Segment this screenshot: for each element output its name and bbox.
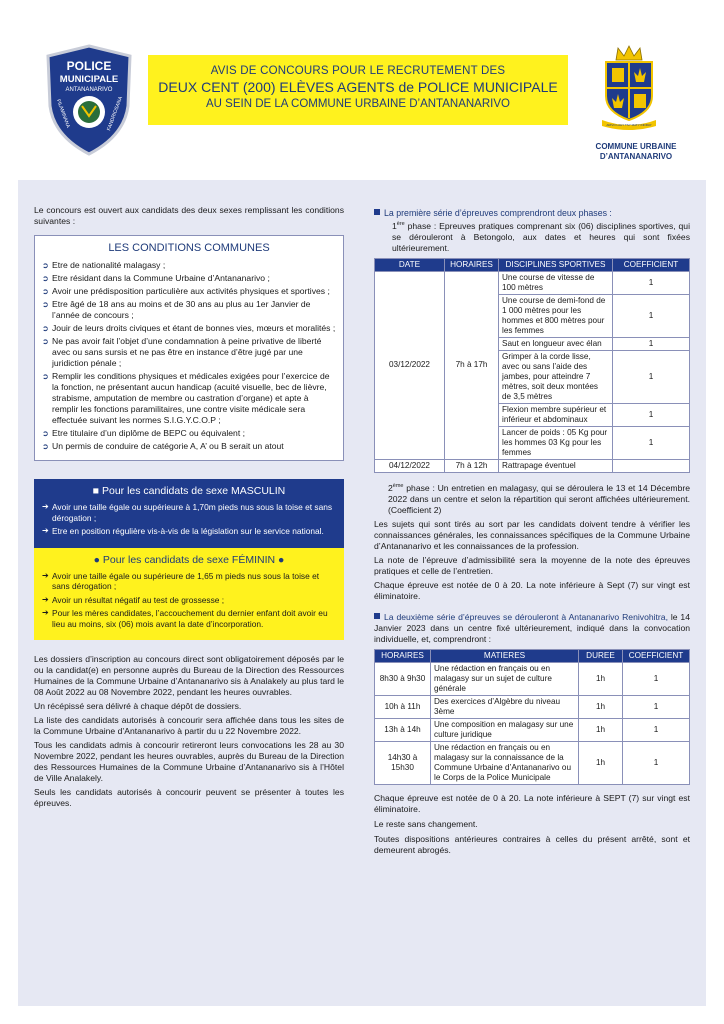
- paragraph: Tous les candidats admis à concourir retireront leurs convocations les 28 au 30 Novembre 2022, pendant les heures ouvrables, auprès du Bureau de la Direction des Ressources Humaines de la Commune Urbaine d’Antananarivo sis à l’Hôtel de Ville Analakely.: [34, 740, 344, 783]
- serie1-heading: La première série d’épreuves comprendront deux phases :: [374, 208, 690, 219]
- discipline-cell: Une course de demi-fond de 1 000 mètres pour les hommes et 800 mètres pour les femmes: [499, 294, 613, 337]
- table-header: DISCIPLINES SPORTIVES: [499, 258, 613, 271]
- arrow-icon: ➲: [42, 337, 49, 346]
- title-line1: AVIS DE CONCOURS POUR LE RECRUTEMENT DES: [210, 65, 506, 77]
- feminine-item: ➔ Pour les mères candidates, l’accouchement du dernier enfant doit avoir eu lieu au moins, six (06) mois avant la date d’incorporation.: [42, 608, 328, 629]
- arrow-icon: ➲: [42, 274, 49, 283]
- intro-text: Le concours est ouvert aux candidats des deux sexes remplissant les conditions suivantes :: [34, 205, 344, 226]
- time-cell: 13h à 14h: [375, 718, 431, 741]
- paragraph: La liste des candidats autorisés à concourir sera affichée dans tous les sites de la Commune Urbaine d’Antananarivo à partir du u 22 Novembre 2022.: [34, 715, 344, 736]
- exams-table: [374, 649, 690, 785]
- discipline-cell: Lancer de poids : 05 Kg pour les hommes 03 Kg pour les femmes: [499, 426, 613, 459]
- arrow-right-icon: ➔: [42, 608, 49, 617]
- table-row: [375, 662, 690, 695]
- table-header: DUREE: [579, 649, 623, 662]
- coef-cell: 1: [613, 350, 690, 403]
- time-cell: 10h à 11h: [375, 695, 431, 718]
- arrow-right-icon: ➔: [42, 502, 49, 511]
- arrow-icon: ➲: [42, 442, 49, 451]
- header: [0, 0, 724, 175]
- common-conditions-box: [34, 235, 344, 461]
- paragraph: Chaque épreuve est notée de 0 à 20. La note inférieure à Sept (7) sur vingt est éliminatoire.: [374, 579, 690, 601]
- table-header: DATE: [375, 258, 445, 271]
- title-line3: AU SEIN DE LA COMMUNE URBAINE D’ANTANANARIVO: [206, 98, 510, 110]
- date-cell: 03/12/2022: [375, 271, 445, 459]
- police-municipale-logo: [44, 44, 134, 156]
- city-name-line1: COMMUNE URBAINE: [595, 142, 677, 151]
- arrow-icon: ➲: [42, 429, 49, 438]
- sports-table: [374, 258, 690, 473]
- feminine-box: [34, 548, 344, 641]
- table-header: HORAIRES: [445, 258, 499, 271]
- subject-cell: Des exercices d’Algèbre du niveau 3ème: [431, 695, 579, 718]
- arrow-right-icon: ➔: [42, 594, 49, 604]
- arrow-icon: ➲: [42, 261, 49, 270]
- serie2-heading: La deuxième série d’épreuves se dérouleront à Antananarivo Renivohitra, le 14 Janvier 2023 dans un centre fixé ultérieurement, indiqué dans la convocation individuelle, et, comprendront :: [374, 611, 690, 644]
- police-logo-line1: POLICE: [66, 59, 112, 73]
- coef-cell: 1: [613, 426, 690, 459]
- coef-cell: [613, 459, 690, 472]
- arrow-icon: ➲: [42, 287, 49, 296]
- time-cell: 14h30 à 15h30: [375, 741, 431, 784]
- coef-cell: 1: [613, 403, 690, 426]
- table-row: [375, 695, 690, 718]
- right-column: [374, 208, 690, 856]
- paragraph: La note de l’épreuve d’admissibilité sera la moyenne de la note des épreuves pratiques et celle de l’entretien.: [374, 554, 690, 576]
- arrow-right-icon: ➔: [42, 526, 49, 535]
- duration-cell: 1h: [579, 718, 623, 741]
- time-cell: 7h à 17h: [445, 271, 499, 459]
- arrow-icon: ➲: [42, 300, 49, 309]
- time-cell: 8h30 à 9h30: [375, 662, 431, 695]
- police-logo-line3: ANTANANARIVO: [65, 87, 113, 93]
- feminine-item: ➔ Avoir une taille égale ou supérieure de 1,65 m pieds nus sous la toise et sans dérogation ;: [42, 570, 320, 591]
- coef-cell: 1: [613, 294, 690, 337]
- masculine-title: ■ Pour les candidats de sexe MASCULIN: [92, 485, 286, 497]
- table-header: COEFFICIENT: [613, 258, 690, 271]
- arrow-right-icon: ➔: [42, 570, 49, 580]
- coef-cell: 1: [613, 337, 690, 350]
- condition-item: ➲ Etre titulaire d’un diplôme de BEPC ou équivalent ;: [42, 428, 245, 438]
- discipline-cell: Une course de vitesse de 100 mètres: [499, 271, 613, 294]
- police-logo-line2: MUNICIPALE: [59, 74, 119, 85]
- paragraph: Seuls les candidats autorisés à concourir peuvent se présenter à toutes les épreuves.: [34, 787, 344, 808]
- paragraph: Chaque épreuve est notée de 0 à 20. La note inférieure à SEPT (7) sur vingt est éliminatoire.: [374, 792, 690, 814]
- masculine-box: [34, 479, 344, 548]
- arrow-icon: ➲: [42, 324, 49, 333]
- registration-info: [34, 654, 344, 809]
- arrow-icon: ➲: [42, 372, 49, 381]
- discipline-cell: Rattrapage éventuel: [499, 459, 613, 472]
- discipline-cell: Saut en longueur avec élan: [499, 337, 613, 350]
- phase2-text: 2ème phase : Un entretien en malagasy, qui se déroulera le 13 et 14 Décembre 2022 dans un centre et selon la répartition qui seront affichées ultérieurement. (Coefficient 2): [388, 482, 691, 515]
- city-name: [586, 142, 686, 162]
- condition-item: ➲ Remplir les conditions physiques et médicales exigées pour l’exercice de la fonction, ne présentant aucun handicap (acuité visuelle, bec de lièvre, strabisme, amputation de membre ou castration d’organe) et apte à remplir les fonctions paramilitaires, une contre visite médicale sera effectuée suivant les normes S.I.G.Y.C.O.P ;: [42, 371, 330, 425]
- subject-cell: Une rédaction en français ou en malagasy sur la connaissance de la Commune Urbaine d’Antananarivo ou le Corps de la Police Municipale: [431, 741, 579, 784]
- table-header: HORAIRES: [375, 649, 431, 662]
- paragraph: Toutes dispositions antérieures contraires à celles du présent arrêté, sont et demeurent abrogés.: [374, 833, 690, 855]
- condition-item: ➲ Jouir de leurs droits civiques et étant de bonnes vies, mœurs et moralités ;: [42, 323, 336, 333]
- feminine-title: ● Pour les candidats de sexe FÉMININ ●: [93, 553, 285, 566]
- coef-cell: 1: [623, 718, 690, 741]
- paragraph: Le reste sans changement.: [374, 818, 478, 829]
- city-name-line2: D’ANTANANARIVO: [599, 152, 673, 161]
- table-row: [375, 459, 690, 472]
- masculine-item: ➔ Avoir une taille égale ou supérieure à 1,70m pieds nus sous la toise et sans dérogation ;: [42, 502, 333, 523]
- phase1-text: 1ère phase : Epreuves pratiques comprenant six (06) disciplines sportives, qui se dérouleront à Betongolo, aux dates et heures qui sont fixées ultérieurement.: [392, 220, 690, 253]
- duration-cell: 1h: [579, 741, 623, 784]
- table-header: MATIERES: [431, 649, 579, 662]
- subject-cell: Une rédaction en français ou en malagasy sur un sujet de culture générale: [431, 662, 579, 695]
- title-line2: DEUX CENT (200) ELÈVES AGENTS de POLICE MUNICIPALE: [158, 79, 558, 95]
- feminine-item: ➔ Avoir un résultat négatif au test de grossesse ;: [42, 594, 225, 605]
- duration-cell: 1h: [579, 662, 623, 695]
- coef-cell: 1: [623, 662, 690, 695]
- paragraph: Les dossiers d’inscription au concours direct sont obligatoirement déposés par le ou la candidat(e) en personne auprès du Bureau de la Direction des Ressources Humaines de la Commune Urbaine d’Antananarivo sis à Analakely au plus tard le 08 Août 2022 au 08 Novembre 2022, pendant les heures ouvrables.: [34, 654, 344, 697]
- square-bullet-icon: [374, 209, 380, 215]
- table-header: COEFFICIENT: [623, 649, 690, 662]
- paragraph: Un récépissé sera délivré à chaque dépôt de dossiers.: [34, 701, 242, 711]
- coef-cell: 1: [623, 695, 690, 718]
- coef-cell: 1: [623, 741, 690, 784]
- coef-cell: 1: [613, 271, 690, 294]
- left-column: [34, 205, 344, 812]
- discipline-cell: Flexion membre supérieur et inférieur et abdominaux: [499, 403, 613, 426]
- condition-item: ➲ Ne pas avoir fait l’objet d’une condamnation à peine privative de liberté avec ou sans sursis et ne pas être en instance d’être jugé par une juridiction pénale ;: [42, 336, 322, 368]
- city-coat-of-arms: [598, 44, 660, 130]
- title-box: [148, 55, 568, 125]
- condition-item: ➲ Un permis de conduire de catégorie A, A’ ou B serait un atout: [42, 441, 284, 451]
- subject-cell: Une composition en malagasy sur une culture juridique: [431, 718, 579, 741]
- table-row: [375, 718, 690, 741]
- table-row: [375, 741, 690, 784]
- paragraph: Les sujets qui sont tirés au sort par les candidats doivent tendre à vérifier les connaissances générales, les connaissances spécifiques de la Commune Urbaine d’Antananarivo et les connaissances de la profession.: [374, 518, 690, 551]
- masculine-item: ➔ Etre en position régulière vis-à-vis de la législation sur le service national.: [42, 526, 324, 536]
- duration-cell: 1h: [579, 695, 623, 718]
- police-logo-right-motto: FANDRIOSANA: [106, 95, 125, 132]
- date-cell: 04/12/2022: [375, 459, 445, 472]
- table-row: [375, 271, 690, 294]
- city-motto: ARIVO LAHY TSY MATY INDRAY: [606, 123, 652, 127]
- common-conditions-title: LES CONDITIONS COMMUNES: [108, 242, 270, 254]
- discipline-cell: Grimper à la corde lisse, avec ou sans l’aide des jambes, pour atteindre 7 mètres, soit deux montées de 3,5 mètres: [499, 350, 613, 403]
- condition-item: ➲ Avoir une prédisposition particulière aux activités physiques et sportives ;: [42, 286, 330, 296]
- condition-item: ➲ Etre de nationalité malagasy ;: [42, 260, 166, 270]
- square-bullet-icon: [374, 613, 380, 619]
- time-cell: 7h à 12h: [445, 459, 499, 472]
- condition-item: ➲ Etre résidant dans la Commune Urbaine d’Antananarivo ;: [42, 273, 270, 283]
- condition-item: ➲ Etre âgé de 18 ans au moins et de 30 ans au plus au 1er Janvier de l’année de concours ;: [42, 299, 311, 320]
- police-logo-left-motto: FILAMINANA: [54, 98, 71, 129]
